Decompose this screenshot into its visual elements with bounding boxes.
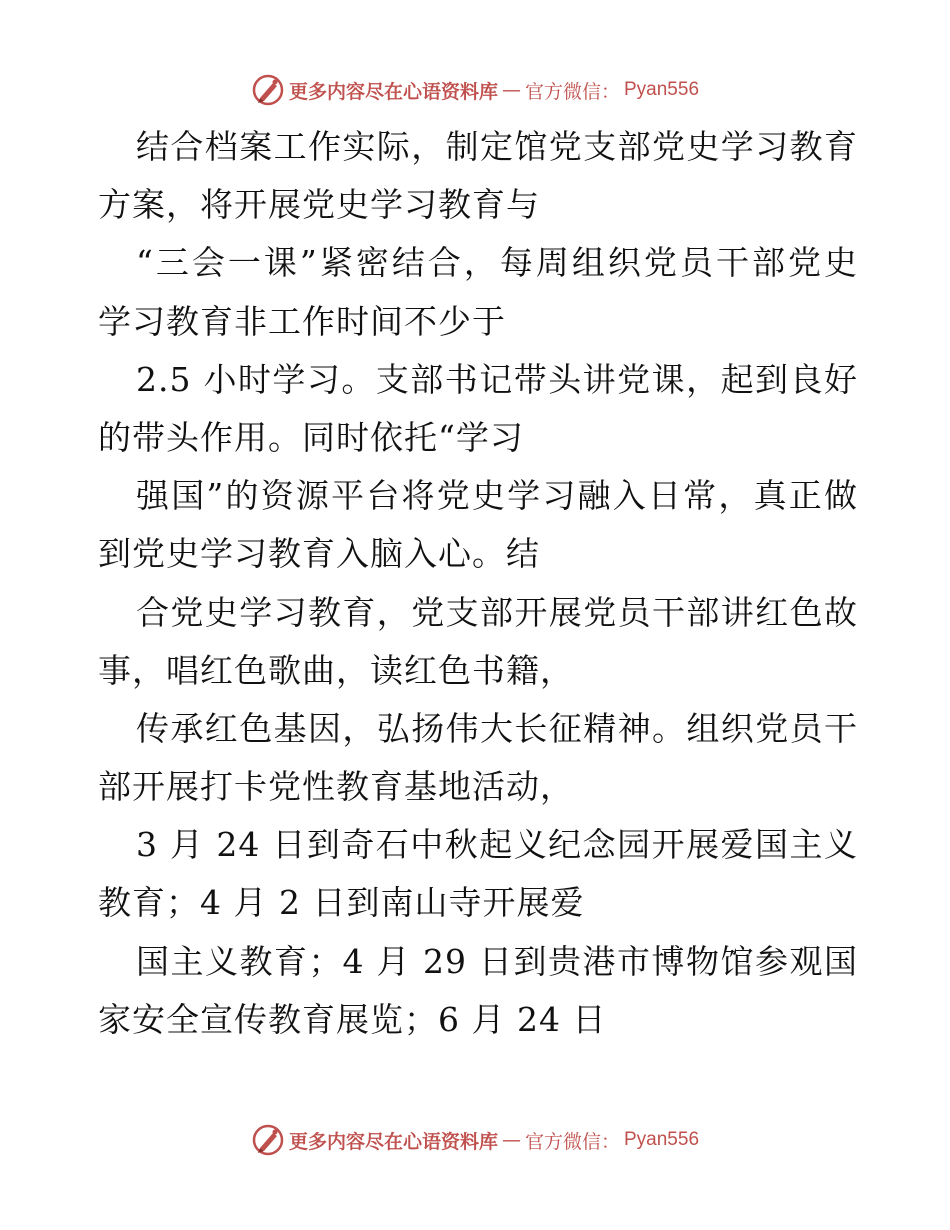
body-line: 结合档案工作实际，制定馆党支部党史学习教育 (136, 127, 858, 166)
watermark-separator: — (501, 1129, 521, 1151)
watermark-wechat-id: Pyan556 (624, 1129, 700, 1150)
body-line: 国主义教育；4 月 29 日到贵港市博物馆参观国 (136, 941, 858, 981)
body-line: 学习教育非工作时间不少于 (98, 301, 506, 341)
body-line: 合党史学习教育，党支部开展党员干部讲红色故 (136, 592, 858, 632)
footer-watermark (0, 1120, 950, 1160)
watermark-separator: — (501, 79, 521, 101)
pen-logo-icon (251, 1123, 285, 1157)
watermark-label: 官方微信： (524, 80, 620, 103)
body-line: 强国”的资源平台将党史学习融入日常，真正做 (136, 476, 858, 516)
body-line: 3 月 24 日到奇石中秋起义纪念园开展爱国主义 (136, 825, 858, 865)
body-line: “三会一课”紧密结合，每周组织党员干部党史 (136, 243, 858, 283)
body-line: 2.5 小时学习。支部书记带头讲党课，起到良好 (136, 359, 858, 399)
watermark-main-text: 更多内容尽在心语资料库 (288, 80, 498, 103)
pen-logo-icon (251, 73, 285, 107)
body-text (98, 118, 858, 1049)
body-line: 到党史学习教育入脑入心。结 (98, 534, 540, 574)
watermark-main-text: 更多内容尽在心语资料库 (288, 1130, 498, 1153)
body-line: 传承红色基因，弘扬伟大长征精神。组织党员干 (136, 708, 858, 748)
body-line: 方案，将开展党史学习教育与 (98, 185, 540, 225)
body-line: 事，唱红色歌曲，读红色书籍， (98, 650, 574, 690)
body-line: 教育；4 月 2 日到南山寺开展爱 (98, 883, 585, 923)
header-watermark (0, 70, 950, 110)
watermark-group (251, 1123, 699, 1157)
watermark-group (251, 73, 699, 107)
watermark-wechat-id: Pyan556 (624, 79, 700, 100)
watermark-label: 官方微信： (524, 1130, 620, 1153)
body-line: 家安全宣传教育展览；6 月 24 日 (98, 999, 607, 1039)
body-line: 部开展打卡党性教育基地活动， (98, 767, 574, 807)
body-line: 的带头作用。同时依托“学习 (98, 417, 524, 457)
